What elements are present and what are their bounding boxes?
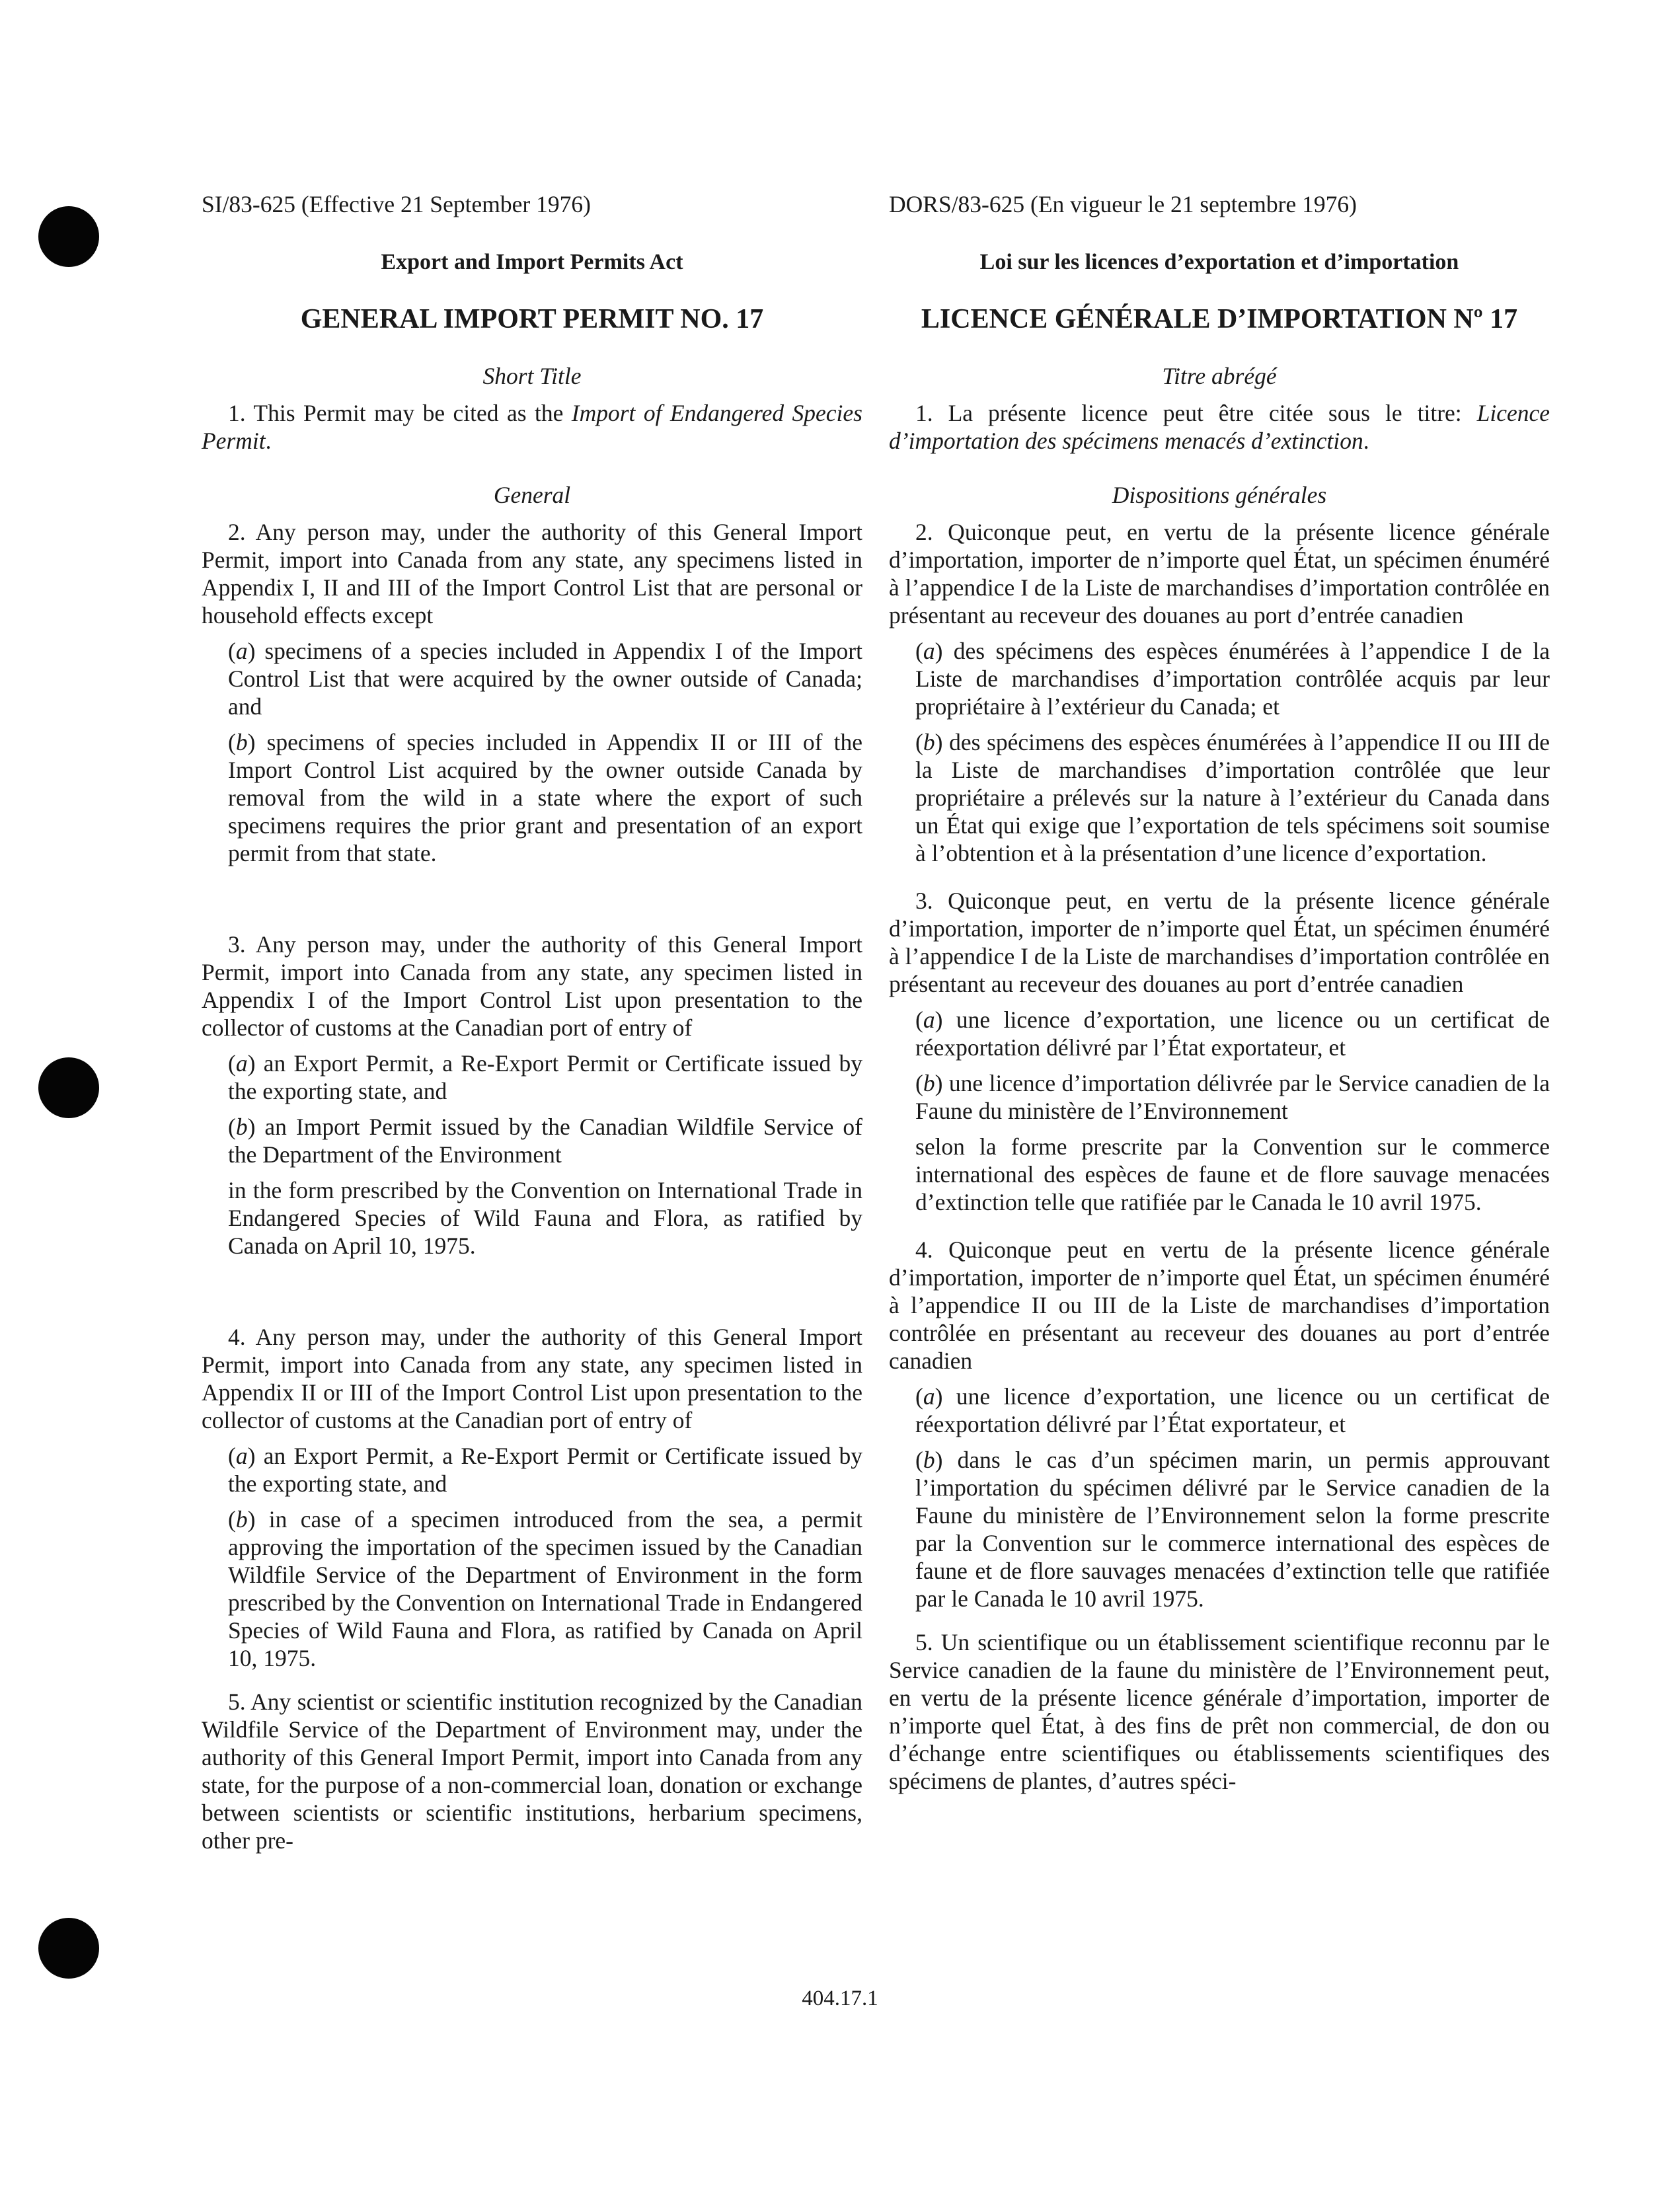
section-4-item-a: (a) une licence d’exportation, une licence ou un certificat de réexportation délivré par l’État exportateur, et xyxy=(915,1383,1550,1437)
section-2-item-b: (b) des spécimens des espèces énumérées à l’appendice II ou III de la Liste de marchandises d’importation contrôlée que leur propriétaire a prélevés sur la nature à l’extérieur du Canada dans un État qui exige que l’exportation de tels spécimens soit soumise à l’obtention et à la présentation d’une licence d’exportation. xyxy=(915,729,1550,866)
general-heading: General xyxy=(493,482,571,508)
section-2-item-b: (b) specimens of species included in Appendix II or III of the Import Control List acquired by the owner outside Canada by removal from the wild in a state where the export of such specimens requires the prior grant and presentation of an export permit from that state. xyxy=(228,729,862,866)
section-2: 2. Any person may, under the authority of this General Import Permit, import into Canada from any state, any specimens listed in Appendix I, II and III of the Import Control List that are personal or household effects except xyxy=(202,519,862,628)
punch-hole-bottom xyxy=(38,1918,99,1979)
section-2-item-a: (a) specimens of a species included in Appendix I of the Import Control List that were acquired by the owner outside of Canada; and xyxy=(228,638,862,720)
section-4-item-b: (b) dans le cas d’un spécimen marin, un permis approuvant l’importation du spécimen délivré par le Service canadien de la Faune du ministère de l’Environnement selon la forme prescrite par la Convention sur le commerce international des espèces de faune et de flore sauvages menacées d’extinction telle que ratifiée par le Canada le 10 avril 1975. xyxy=(915,1447,1550,1612)
section-3-item-a: (a) an Export Permit, a Re-Export Permit or Certificate issued by the exporting state, and xyxy=(228,1050,862,1104)
punch-hole-middle xyxy=(38,1057,99,1118)
section-3-tail: selon la forme prescrite par la Convention sur le commerce international des espèces de faune et de flore sauvage menacées d’extinction telle que ratifiée par le Canada le 10 avril 1975. xyxy=(915,1133,1550,1215)
section-3: 3. Quiconque peut, en vertu de la présente licence générale d’importation, importer de n’importe quel État, un spécimen énuméré à l’appendice I de la Liste de marchandises d’importation contrôlée en présentant au receveur des douanes au port d’entrée canadien xyxy=(889,888,1550,997)
english-column xyxy=(202,190,862,1854)
section-4-item-b: (b) in case of a specimen introduced from the sea, a permit approving the importation of the specimen issued by the Canadian Wildfile Service of the Department of Environment in the form prescribed by the Convention on International Trade in Endangered Species of Wild Fauna and Flora, as ratified by Canada on April 10, 1975. xyxy=(228,1506,862,1671)
regulation-reference: DORS/83-625 (En vigueur le 21 septembre 1976) xyxy=(889,191,1357,217)
short-title-heading: Titre abrégé xyxy=(1162,363,1277,389)
page-number: 404.17.1 xyxy=(802,1987,878,2010)
section-5: 5. Un scientifique ou un établissement scientifique reconnu par le Service canadien de la faune du ministère de l’Environnement peut, en vertu de la présente licence générale d’importation, importer de n’importe quel État, à des fins de prêt non commercial, de don ou d’échange entre scientifiques ou établissements scientifiques des spécimens de plantes, d’autres spéci- xyxy=(889,1629,1550,1794)
permit-title: LICENCE GÉNÉRALE D’IMPORTATION Nº 17 xyxy=(921,304,1518,334)
section-4: 4. Quiconque peut en vertu de la présente licence générale d’importation, importer de n’importe quel État, un spécimen énuméré à l’appendice II ou III de la Liste de marchandises d’importation contrôlée en présentant au receveur des douanes au port d’entrée canadien xyxy=(889,1236,1550,1374)
permit-title: GENERAL IMPORT PERMIT NO. 17 xyxy=(300,304,764,334)
section-2-item-a: (a) des spécimens des espèces énumérées à l’appendice I de la Liste de marchandises d’importation contrôlée acquis par leur propriétaire à l’extérieur du Canada; et xyxy=(915,638,1550,720)
french-column xyxy=(889,190,1550,1795)
act-name: Loi sur les licences d’exportation et d’importation xyxy=(979,250,1459,274)
section-4: 4. Any person may, under the authority of this General Import Permit, import into Canada from any state, any specimen listed in Appendix II or III of the Import Control List upon presentation to the collector of customs at the Canadian port of entry of xyxy=(202,1324,862,1433)
section-3: 3. Any person may, under the authority of this General Import Permit, import into Canada from any state, any specimen listed in Appendix I of the Import Control List upon presentation to the collector of customs at the Canadian port of entry of xyxy=(202,931,862,1041)
section-3-item-a: (a) une licence d’exportation, une licence ou un certificat de réexportation délivré par l’État exportateur, et xyxy=(915,1006,1550,1061)
section-3-tail: in the form prescribed by the Convention on International Trade in Endangered Species of Wild Fauna and Flora, as ratified by Canada on April 10, 1975. xyxy=(228,1177,862,1259)
short-title-heading: Short Title xyxy=(482,363,582,389)
act-name: Export and Import Permits Act xyxy=(381,250,683,274)
section-5: 5. Any scientist or scientific institution recognized by the Canadian Wildfile Service of the Department of Environment may, under the authority of this General Import Permit, import into Canada from any state, for the purpose of a non-commercial loan, donation or exchange between scientists or scientific institutions, herbarium specimens, other pre- xyxy=(202,1688,862,1854)
section-3-item-b: (b) an Import Permit issued by the Canadian Wildfile Service of the Department of the Environment xyxy=(228,1114,862,1168)
section-1: 1. La présente licence peut être citée sous le titre: Licence d’importation des spécimens menacés d’extinction. xyxy=(889,400,1550,454)
section-2: 2. Quiconque peut, en vertu de la présente licence générale d’importation, importer de n’importe quel État, un spécimen énuméré à l’appendice I de la Liste de marchandises d’importation contrôlée en présentant au receveur des douanes au port d’entrée canadien xyxy=(889,519,1550,628)
section-1: 1. This Permit may be cited as the Import of Endangered Species Permit. xyxy=(202,400,862,454)
section-3-item-b: (b) une licence d’importation délivrée par le Service canadien de la Faune du ministère de l’Environnement xyxy=(915,1070,1550,1124)
punch-hole-top xyxy=(38,206,99,267)
regulation-reference: SI/83-625 (Effective 21 September 1976) xyxy=(202,191,591,217)
section-4-item-a: (a) an Export Permit, a Re-Export Permit or Certificate issued by the exporting state, and xyxy=(228,1443,862,1497)
general-heading: Dispositions générales xyxy=(1112,482,1327,508)
